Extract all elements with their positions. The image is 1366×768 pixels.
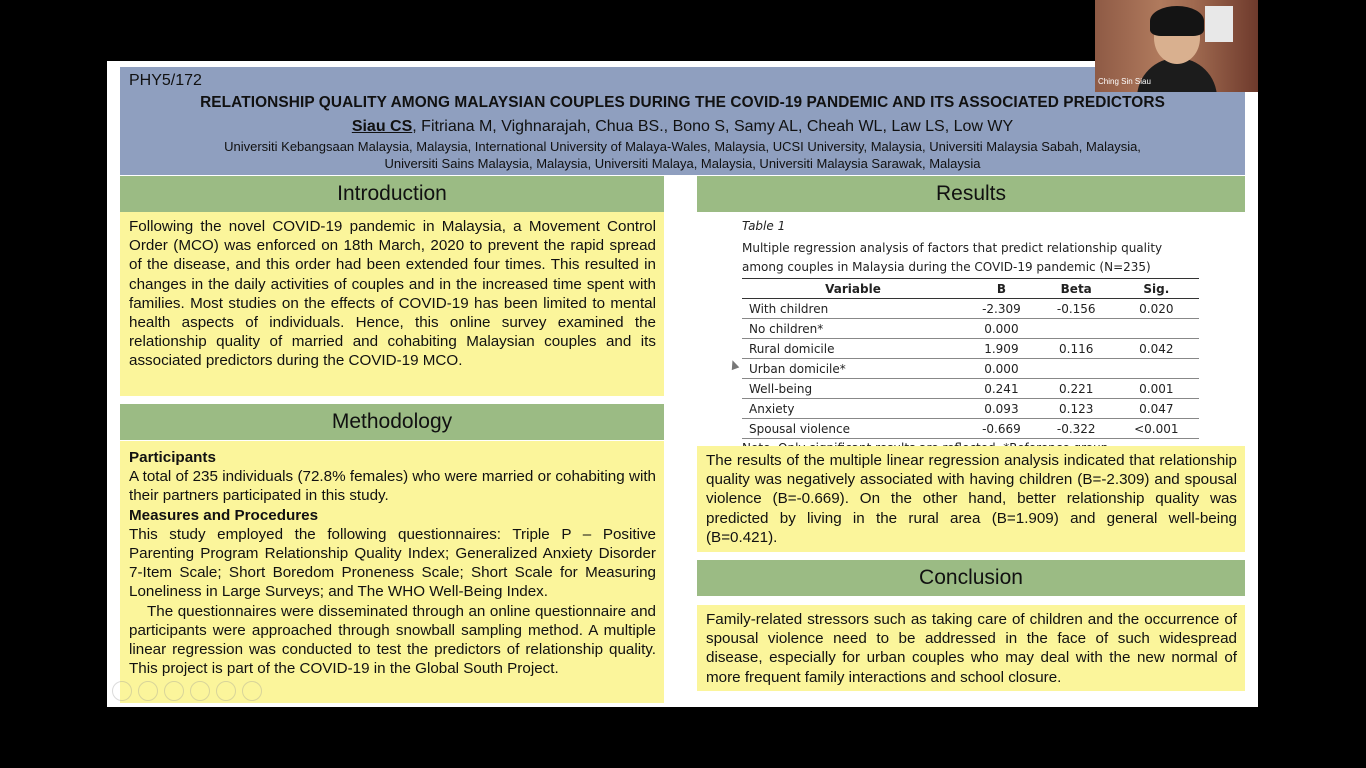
poster-title: RELATIONSHIP QUALITY AMONG MALAYSIAN COUPLES DURING THE COVID-19 PANDEMIC AND ITS ASSOCIATED PREDICTORS xyxy=(200,94,1165,111)
table-cell: Anxiety xyxy=(742,399,964,419)
table-cell xyxy=(1039,359,1114,379)
table-cell: 0.093 xyxy=(964,399,1039,419)
table-cell: 0.221 xyxy=(1039,379,1114,399)
video-whiteboard xyxy=(1205,6,1233,42)
table-cell: 0.001 xyxy=(1114,379,1199,399)
conclusion-box xyxy=(697,605,1245,691)
first-author: Siau CS xyxy=(351,118,413,135)
table-cell: Well-being xyxy=(742,379,964,399)
measures-heading: Measures and Procedures xyxy=(129,506,319,524)
methodology-box xyxy=(120,441,664,703)
participants-text: A total of 235 individuals (72.8% females) who were married or cohabiting with their partners participated in this study. xyxy=(129,468,656,505)
zoom-icon[interactable] xyxy=(216,681,236,701)
table-cell: -0.669 xyxy=(964,419,1039,439)
introduction-heading: Introduction xyxy=(120,176,664,212)
column-header: B xyxy=(964,279,1039,299)
table-cell: 0.116 xyxy=(1039,339,1114,359)
next-slide-icon[interactable] xyxy=(138,681,158,701)
other-authors: , Fitriana M, Vighnarajah, Chua BS., Bono S, Samy AL, Cheah WL, Law LS, Low WY xyxy=(412,118,1014,135)
procedure-text: The questionnaires were disseminated through an online questionnaire and participants were approached through snowball sampling method. A multiple linear regression was conducted to test the predictors of relationship quality. This project is part of the COVID-19 in the Global South Project. xyxy=(129,602,656,678)
results-box xyxy=(697,446,1245,552)
methodology-heading: Methodology xyxy=(120,404,664,440)
table-row xyxy=(742,379,1199,399)
table-cell: 0.000 xyxy=(964,319,1039,339)
poster-slide xyxy=(107,61,1258,707)
participants-heading: Participants xyxy=(129,449,216,466)
table-cell: 0.020 xyxy=(1114,299,1199,319)
table-cell: 0.123 xyxy=(1039,399,1114,419)
measures-text: This study employed the following questionnaires: Triple P – Positive Parenting Program Relationship Quality Index; Generalized Anxiety Disorder 7-Item Scale; Short Boredom Proneness Scale; Short Scale for Measuring Loneliness in Large Surveys; and The WHO Well-Being Index. xyxy=(129,525,656,601)
author-list xyxy=(120,118,1245,136)
table-row xyxy=(742,359,1199,379)
table-cell: Urban domicile* xyxy=(742,359,964,379)
table-cell xyxy=(1039,319,1114,339)
participant-video-tile[interactable] xyxy=(1095,0,1258,92)
mouse-cursor-icon xyxy=(729,359,740,370)
results-heading: Results xyxy=(697,176,1245,212)
slides-icon[interactable] xyxy=(190,681,210,701)
participant-hair xyxy=(1150,6,1204,36)
table-cell: 0.000 xyxy=(964,359,1039,379)
conclusion-heading: Conclusion xyxy=(697,560,1245,596)
column-header: Variable xyxy=(742,279,964,299)
pen-icon[interactable] xyxy=(164,681,184,701)
table-cell: Rural domicile xyxy=(742,339,964,359)
table-row xyxy=(742,319,1199,339)
regression-table xyxy=(742,278,1199,439)
table-row xyxy=(742,299,1199,319)
presentation-toolbar[interactable] xyxy=(112,681,262,701)
table-cell xyxy=(1114,319,1199,339)
previous-slide-icon[interactable] xyxy=(112,681,132,701)
table-header-row xyxy=(742,279,1199,299)
affiliations-line-2: Universiti Sains Malaysia, Malaysia, Universiti Malaya, Malaysia, Universiti Malaysia Sarawak, Malaysia xyxy=(384,156,981,171)
table-cell: <0.001 xyxy=(1114,419,1199,439)
conclusion-text: Family-related stressors such as taking care of children and the occurrence of spousal violence need to be addressed in the face of such widespread disease, especially for urban couples who may deal with the new normal of more frequent family interactions and school closure. xyxy=(706,611,1237,686)
poster-code: PHY5/172 xyxy=(129,72,202,89)
poster-header xyxy=(120,67,1245,175)
table-cell: 0.241 xyxy=(964,379,1039,399)
regression-table-block xyxy=(742,219,1202,455)
results-summary: The results of the multiple linear regression analysis indicated that relationship quality was negatively associated with having children (B=-2.309) and spousal violence (B=-0.669). On the other hand, better relationship quality was predicted by living in the rural area (B=1.909) and general well-being (B=0.421). xyxy=(706,452,1237,546)
table-cell: -0.322 xyxy=(1039,419,1114,439)
more-options-icon[interactable] xyxy=(242,681,262,701)
affiliations-line-1: Universiti Kebangsaan Malaysia, Malaysia, International University of Malaya-Wales, Malaysia, UCSI University, Malaysia, Universiti Malaysia Sabah, Malaysia, xyxy=(224,139,1141,154)
participant-name: Ching Sin Siau xyxy=(1098,77,1151,86)
table-cell: 0.042 xyxy=(1114,339,1199,359)
table-cell: -0.156 xyxy=(1039,299,1114,319)
table-row xyxy=(742,419,1199,439)
table-cell: 0.047 xyxy=(1114,399,1199,419)
table-cell: With children xyxy=(742,299,964,319)
column-header: Sig. xyxy=(1114,279,1199,299)
column-header: Beta xyxy=(1039,279,1114,299)
table-row xyxy=(742,339,1199,359)
table-description: Multiple regression analysis of factors that predict relationship quality among couples in Malaysia during the COVID-19 pandemic (N=235) xyxy=(742,241,1163,274)
table-cell: Spousal violence xyxy=(742,419,964,439)
table-row xyxy=(742,399,1199,419)
table-cell xyxy=(1114,359,1199,379)
table-cell: No children* xyxy=(742,319,964,339)
table-caption: Table 1 xyxy=(742,219,786,233)
introduction-text: Following the novel COVID-19 pandemic in Malaysia, a Movement Control Order (MCO) was enforced on 18th March, 2020 to prevent the rapid spread of the disease, and this order had been extended four times. This resulted in changes in the daily activities of couples and in the increased time spent with families. Most studies on the effects of COVID-19 has been limited to mental health aspects of individuals. Hence, this online survey examined the relationship quality of married and cohabiting Malaysian couples and its associated predictors during the COVID-19 MCO. xyxy=(129,218,656,370)
table-cell: 1.909 xyxy=(964,339,1039,359)
table-cell: -2.309 xyxy=(964,299,1039,319)
introduction-box xyxy=(120,212,664,396)
